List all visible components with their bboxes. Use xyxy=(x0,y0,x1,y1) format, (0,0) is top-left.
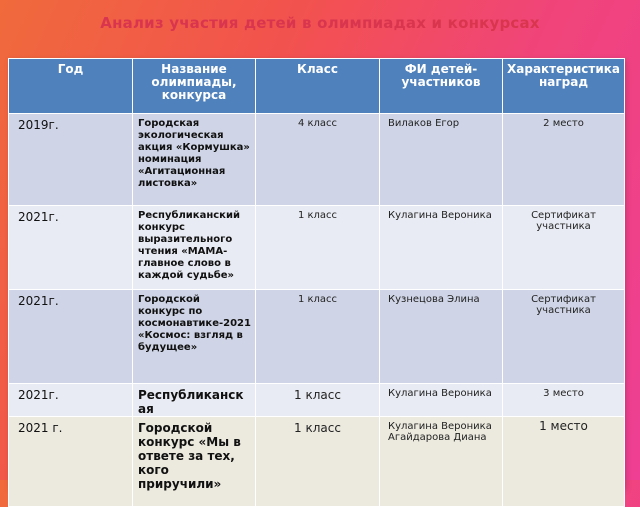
table-row xyxy=(9,114,625,206)
cell-year: 2021г. xyxy=(9,206,133,290)
table-header-row xyxy=(9,59,625,114)
cell-year: 2021 г. xyxy=(9,417,133,507)
cell-award: Сертификат участника xyxy=(503,290,625,384)
olympiad-table xyxy=(8,58,625,507)
cell-kids xyxy=(380,114,503,206)
cell-name: Республиканский конкурс выразительного чтения «МАМА-главное слово в каждой судьбе» xyxy=(133,206,256,290)
header-award: Характеристика наград xyxy=(503,59,625,114)
header-kids: ФИ детей-участников xyxy=(380,59,503,114)
participant-name: Кузнецова Элина xyxy=(388,294,480,305)
participant-name: Кулагина Вероника xyxy=(388,210,492,221)
cell-year: 2019г. xyxy=(9,114,133,206)
cell-kids xyxy=(380,206,503,290)
header-class: Класс xyxy=(256,59,380,114)
participant-name: Кулагина Вероника xyxy=(388,421,492,432)
cell-kids xyxy=(380,384,503,417)
cell-kids xyxy=(380,290,503,384)
participant-name: Вилаков Егор xyxy=(388,118,460,129)
cell-name: Городская экологическая акция «Кормушка» номинация «Агитационная листовка» xyxy=(133,114,256,206)
cell-year: 2021г. xyxy=(9,290,133,384)
header-year: Год xyxy=(9,59,133,114)
cell-award: Сертификат участника xyxy=(503,206,625,290)
table-row xyxy=(9,290,625,384)
cell-name: Городской конкурс «Мы в ответе за тех, кого приручили» xyxy=(133,417,256,507)
table-row xyxy=(9,417,625,507)
cell-class: 1 класс xyxy=(256,417,380,507)
cell-award: 2 место xyxy=(503,114,625,206)
cell-year: 2021г. xyxy=(9,384,133,417)
table-row xyxy=(9,384,625,417)
cell-award: 3 место xyxy=(503,384,625,417)
slide-title: Анализ участия детей в олимпиадах и конкурсах xyxy=(100,14,540,32)
cell-class: 1 класс xyxy=(256,384,380,417)
cell-class: 1 класс xyxy=(256,206,380,290)
cell-kids xyxy=(380,417,503,507)
cell-class: 4 класс xyxy=(256,114,380,206)
cell-award: 1 место xyxy=(503,417,625,507)
header-name: Название олимпиады, конкурса xyxy=(133,59,256,114)
cell-name: Республиканск ая xyxy=(133,384,256,417)
cell-name: Городской конкурс по космонавтике-2021 «Космос: взгляд в будущее» xyxy=(133,290,256,384)
table-row xyxy=(9,206,625,290)
cell-class: 1 класс xyxy=(256,290,380,384)
participant-name: Кулагина Вероника xyxy=(388,388,492,399)
participant-name: Агайдарова Диана xyxy=(388,432,487,443)
